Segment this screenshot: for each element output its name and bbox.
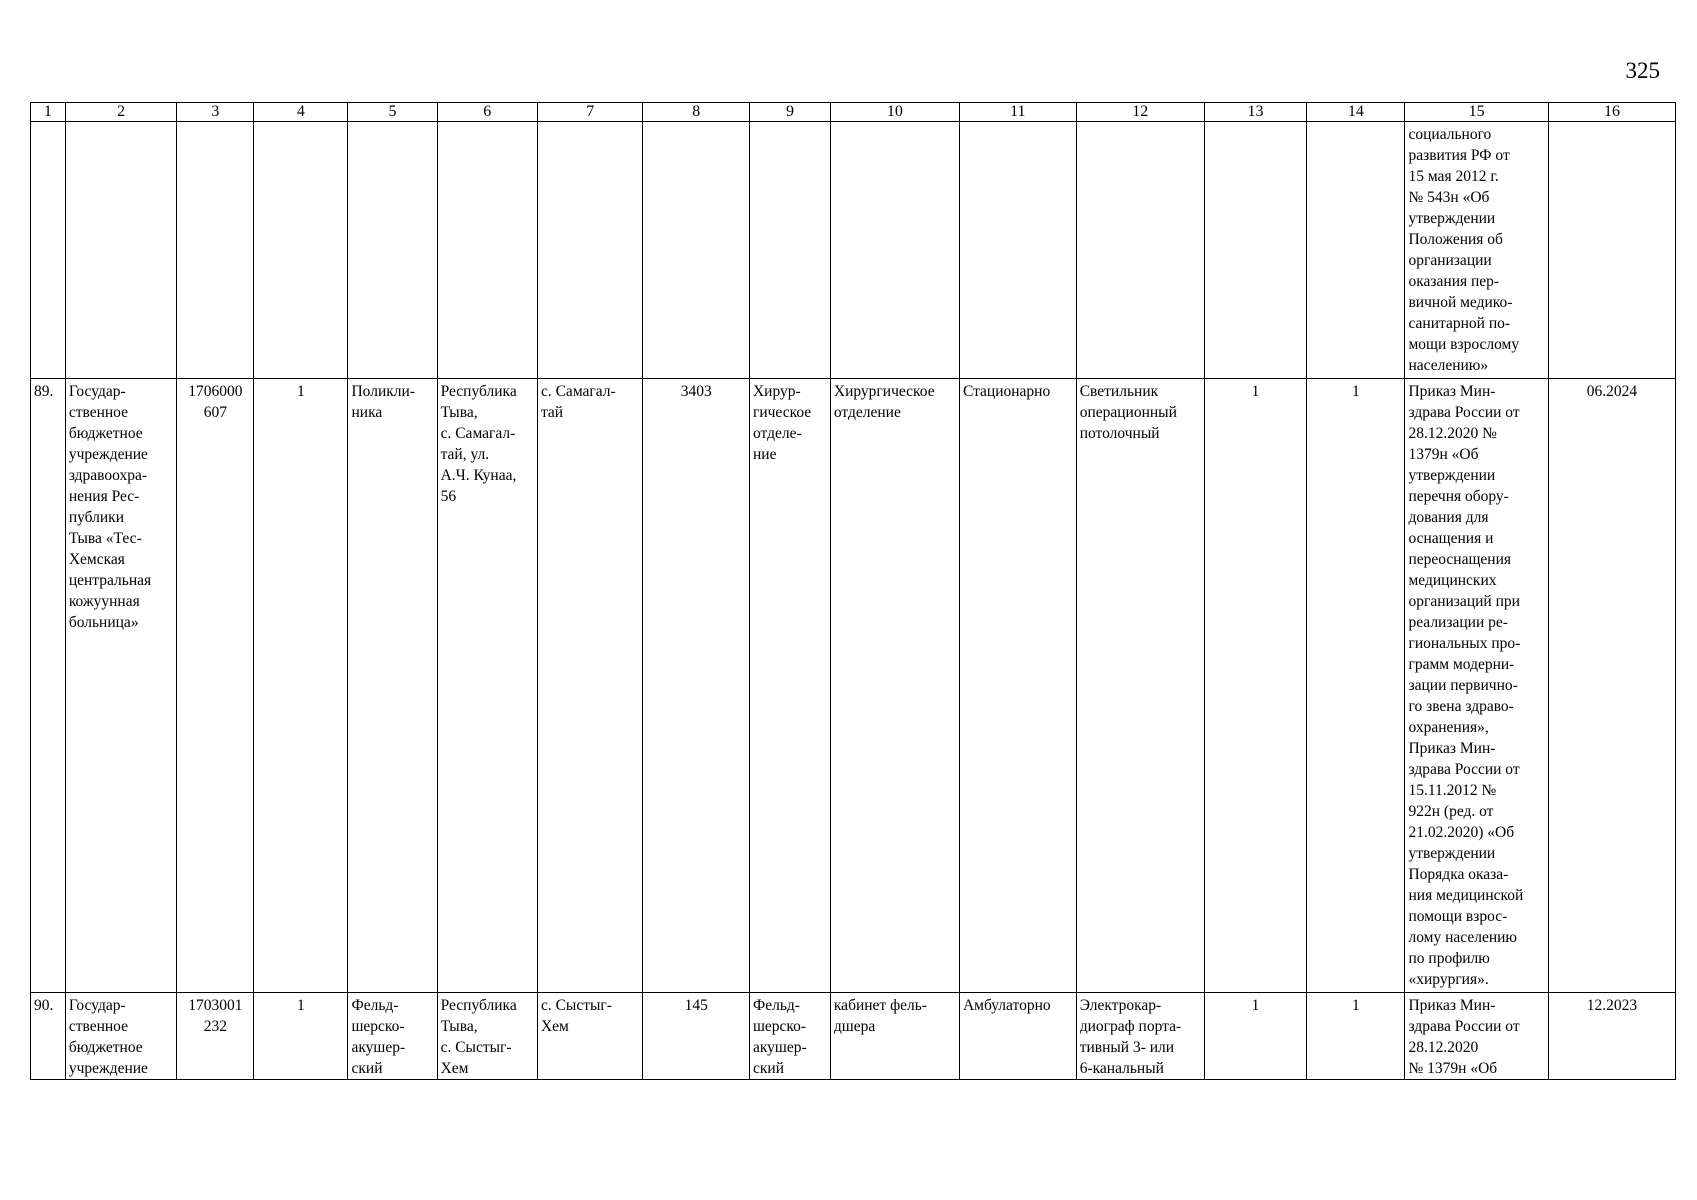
header-cell: 8 [643, 103, 750, 122]
column-14-value: 1 [1307, 379, 1405, 993]
care-conditions: Стационарно [959, 379, 1076, 993]
unit: Хирур- гическое отделе- ние [749, 379, 830, 993]
department: Хирургическое отделение [830, 379, 959, 993]
header-cell: 5 [348, 103, 437, 122]
legal-basis: Приказ Мин- здрава России от 28.12.2020 № 1379н «Об [1405, 993, 1548, 1080]
organization-code: 1706000 607 [177, 379, 254, 993]
header-cell: 3 [177, 103, 254, 122]
column-14-value: 1 [1307, 993, 1405, 1080]
equipment-registry-table [30, 102, 1676, 1080]
legal-basis-text: социального развития РФ от 15 мая 2012 г. № 543н «Об утверждении Положения об организации оказания пер- вичной медико- санитарной по- мощи взрослому населению» [1408, 126, 1520, 374]
legal-basis: Приказ Мин- здрава России от 28.12.2020 № 1379н «Об утверждении перечня обору- дования для оснащения и переоснащения медицинских организаций при реализации ре- гиональных про- грамм модерни- зации первично- го звена здраво- охранения», Приказ Мин- здрава России от 15.11.2012 № 922н (ред. от 21.02.2020) «Об утверждении Порядка оказа- ния медицинской помощи взрос- лому населению по профилю «хирургия». [1405, 379, 1548, 993]
table-row [31, 993, 1676, 1080]
row-number: 90. [31, 993, 66, 1080]
continuation-row [31, 122, 1676, 379]
column-4-value: 1 [254, 379, 348, 993]
population: 3403 [643, 379, 750, 993]
column-4-value: 1 [254, 993, 348, 1080]
column-number-header-row [31, 103, 1676, 122]
header-cell: 2 [65, 103, 177, 122]
settlement: с. Сыстыг- Хем [537, 993, 643, 1080]
organization-name: Государ- ственное бюджетное учреждение здравоохра- нения Рес- публики Тыва «Тес- Хемская центральная кожуунная больница» [65, 379, 177, 993]
header-cell: 4 [254, 103, 348, 122]
column-13-value: 1 [1204, 993, 1306, 1080]
equipment-name: Светильник операционный потолочный [1076, 379, 1204, 993]
header-cell: 14 [1307, 103, 1405, 122]
facility-type: Поликли- ника [348, 379, 437, 993]
header-cell: 9 [749, 103, 830, 122]
settlement: с. Самагал- тай [537, 379, 643, 993]
column-13-value: 1 [1204, 379, 1306, 993]
header-cell: 6 [437, 103, 537, 122]
department: кабинет фель- дшера [830, 993, 959, 1080]
facility-type: Фельд- шерско- акушер- ский [348, 993, 437, 1080]
row-number: 89. [31, 379, 66, 993]
unit: Фельд- шерско- акушер- ский [749, 993, 830, 1080]
header-cell: 11 [959, 103, 1076, 122]
header-cell: 13 [1204, 103, 1306, 122]
organization-name: Государ- ственное бюджетное учреждение [65, 993, 177, 1080]
header-cell: 7 [537, 103, 643, 122]
table-row [31, 379, 1676, 993]
delivery-date: 12.2023 [1548, 993, 1675, 1080]
facility-address: Республика Тыва, с. Сыстыг- Хем [437, 993, 537, 1080]
header-cell: 10 [830, 103, 959, 122]
page-number: 325 [1625, 58, 1660, 83]
care-conditions: Амбулаторно [959, 993, 1076, 1080]
equipment-name: Электрокар- диограф порта- тивный 3- или 6-канальный [1076, 993, 1204, 1080]
header-cell: 12 [1076, 103, 1204, 122]
facility-address: Республика Тыва, с. Самагал- тай, ул. А.Ч. Кунаа, 56 [437, 379, 537, 993]
header-cell: 1 [31, 103, 66, 122]
header-cell: 16 [1548, 103, 1675, 122]
delivery-date: 06.2024 [1548, 379, 1675, 993]
organization-code: 1703001 232 [177, 993, 254, 1080]
header-cell: 15 [1405, 103, 1548, 122]
legal-basis-cell [1405, 122, 1548, 379]
population: 145 [643, 993, 750, 1080]
